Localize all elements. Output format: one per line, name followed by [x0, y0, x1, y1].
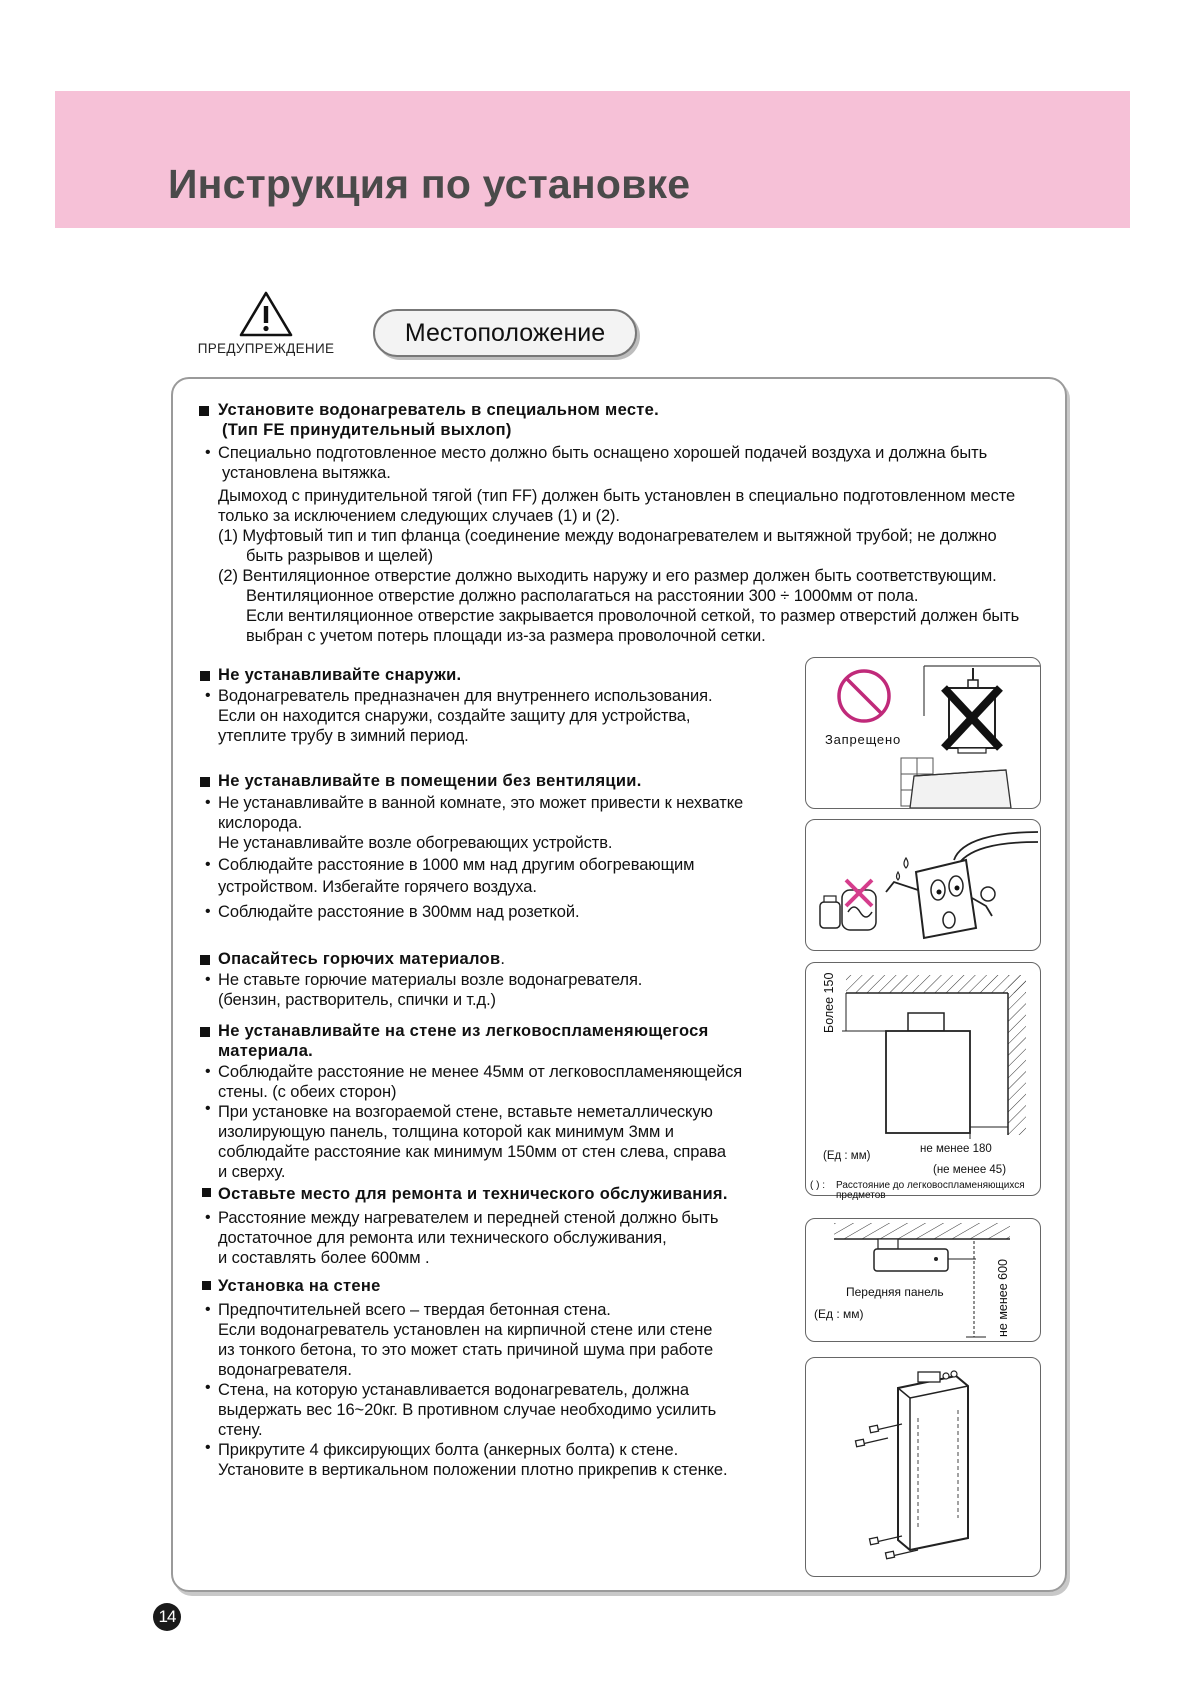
bullet-dot: • [205, 1439, 211, 1456]
s2-heading: Не устанавливайте снаружи. [218, 666, 462, 684]
warning-triangle-icon [238, 290, 294, 338]
s1-line: установлена вытяжка. [222, 464, 391, 482]
bullet-dot: • [205, 1063, 211, 1080]
s6-line: Расстояние между нагревателем и передней стеной должно быть [218, 1209, 719, 1227]
s1-line: Если вентиляционное отверстие закрывается проволочной сеткой, то размер отверстий должен быть [246, 607, 1020, 625]
heading-bullet [200, 955, 210, 965]
bullet-dot: • [205, 1209, 211, 1226]
s7-line: из тонкого бетона, то это может стать причиной шума при работе [218, 1341, 714, 1359]
bullet-dot: • [205, 903, 211, 920]
heading-bullet [200, 777, 210, 787]
s4-heading-dot: . [500, 950, 506, 968]
clearance-note-text: предметов [836, 1190, 886, 1201]
page-title: Инструкция по установке [168, 161, 691, 207]
s5-line: соблюдайте расстояние как минимум 150мм от стен слева, справа [218, 1143, 726, 1161]
s5-line: Соблюдайте расстояние не менее 45мм от легковоспламеняющейся [218, 1063, 743, 1081]
s3-heading: Не устанавливайте в помещении без вентиляции. [218, 772, 642, 790]
clearance-note-mark: ( ) : [810, 1180, 825, 1191]
label-front-distance: не менее 600 [996, 1258, 1010, 1337]
s3-line: Соблюдайте расстояние в 300мм над розеткой. [218, 903, 580, 921]
bullet-dot: • [205, 1100, 211, 1117]
s7-line: Стена, на которую устанавливается водонагреватель, должна [218, 1381, 690, 1399]
label-unit: (Ед : мм) [814, 1307, 864, 1321]
s3-line: Соблюдайте расстояние в 1000 мм над другим обогревающим [218, 856, 695, 874]
label-top-clearance: Более 150 [822, 972, 836, 1033]
figure-wall-mounting [805, 1357, 1041, 1577]
bullet-dot: • [205, 1301, 211, 1318]
bullet-dot: • [205, 971, 211, 988]
s4-heading [218, 949, 505, 969]
s6-line: достаточное для ремонта или технического обслуживания, [218, 1229, 667, 1247]
s4-heading-text: Опасайтесь горючих материалов [218, 950, 501, 968]
s7-line: выдержать вес 16~20кг. В противном случае необходимо усилить [218, 1401, 717, 1419]
clearance-note-text: Расстояние до легковоспламеняющихся [836, 1180, 1025, 1191]
s3-line: Не устанавливайте в ванной комнате, это может привести к нехватке [218, 794, 744, 812]
s5-line: При установке на возгораемой стене, вставьте неметаллическую [218, 1103, 713, 1121]
figure-outdoor-forbidden [805, 657, 1041, 809]
heading-bullet [202, 1188, 211, 1197]
figure-front-clearance [805, 1218, 1041, 1342]
label-side-clearance-flammable: (не менее 45) [933, 1164, 1007, 1176]
figure-clearance [805, 962, 1041, 1196]
section-title-pill: Местоположение [373, 309, 637, 357]
s5-heading: материала. [218, 1042, 314, 1060]
s7-line: Прикрутите 4 фиксирующих болта (анкерных болта) к стене. [218, 1441, 679, 1459]
label-unit: (Ед : мм) [823, 1150, 871, 1162]
s1-line: (2) Вентиляционное отверстие должно выходить наружу и его размер должен быть соответствующим. [218, 567, 997, 585]
heading-bullet [199, 406, 209, 416]
s5-line: изолирующую панель, толщина которой как минимум 3мм и [218, 1123, 674, 1141]
s1-subheading: (Тип FE принудительный выхлоп) [222, 421, 512, 439]
s7-line: Установите в вертикальном положении плотно прикрепив к стенке. [218, 1461, 728, 1479]
s1-line: быть разрывов и щелей) [246, 547, 434, 565]
s6-line: и составлять более 600мм . [218, 1249, 430, 1267]
s7-heading: Установка на стене [218, 1277, 381, 1295]
heater-cartoon-illustration [806, 820, 1040, 950]
s2-line: Если он находится снаружи, создайте защиту для устройства, [218, 707, 691, 725]
heading-bullet [200, 671, 210, 681]
s1-line: Специально подготовленное место должно быть оснащено хорошей подачей воздуха и должна быть [218, 444, 988, 462]
forbidden-label: Запрещено [825, 732, 901, 747]
s5-heading: Не устанавливайте на стене из легковоспламеняющегося [218, 1022, 709, 1040]
heading-bullet [202, 1281, 211, 1290]
s3-line: кислорода. [218, 814, 303, 832]
s4-line: Не ставьте горючие материалы возле водонагревателя. [218, 971, 643, 989]
s2-line: Водонагреватель предназначен для внутреннего использования. [218, 687, 713, 705]
bullet-dot: • [205, 794, 211, 811]
page-number: 14 [153, 1603, 181, 1631]
bullet-dot: • [205, 1379, 211, 1396]
s5-line: и сверху. [218, 1163, 286, 1181]
s2-line: утеплите трубу в зимний период. [218, 727, 469, 745]
header-banner [55, 91, 1130, 228]
label-front-panel: Передняя панель [846, 1285, 944, 1299]
s7-line: Если водонагреватель установлен на кирпичной стене или стене [218, 1321, 713, 1339]
s1-line: выбран с учетом потерь площади из-за размера проволочной сетки. [246, 627, 766, 645]
s7-line: водонагревателя. [218, 1361, 352, 1379]
wall-mounting-illustration [806, 1358, 1040, 1576]
warning-block [186, 290, 346, 356]
s5-line: стены. (с обеих сторон) [218, 1083, 397, 1101]
warning-label: ПРЕДУПРЕЖДЕНИЕ [197, 341, 335, 356]
s3-line: Не устанавливайте возле обогревающих устройств. [218, 834, 613, 852]
s7-line: Предпочтительней всего – твердая бетонная стена. [218, 1301, 611, 1319]
s1-line: (1) Муфтовый тип и тип фланца (соединение между водонагревателем и вытяжной трубой; не должно [218, 527, 997, 545]
bullet-dot: • [205, 444, 211, 461]
heading-bullet [200, 1027, 210, 1037]
figure-ventilation [805, 819, 1041, 951]
s6-heading: Оставьте место для ремонта и технического обслуживания. [218, 1185, 728, 1203]
s1-line: Вентиляционное отверстие должно располагаться на расстоянии 300 ÷ 1000мм от пола. [246, 587, 919, 605]
s3-line: устройством. Избегайте горячего воздуха. [218, 878, 537, 896]
s7-line: стену. [218, 1421, 263, 1439]
bullet-dot: • [205, 856, 211, 873]
s1-line: только за исключением следующих случаев (1) и (2). [218, 507, 620, 525]
s4-line: (бензин, растворитель, спички и т.д.) [218, 991, 496, 1009]
label-side-clearance: не менее 180 [920, 1143, 992, 1155]
bullet-dot: • [205, 687, 211, 704]
s1-line: Дымоход с принудительной тягой (тип FF) должен быть установлен в специально подготовленном месте [218, 487, 1016, 505]
s1-heading: Установите водонагреватель в специальном месте. [218, 401, 660, 419]
